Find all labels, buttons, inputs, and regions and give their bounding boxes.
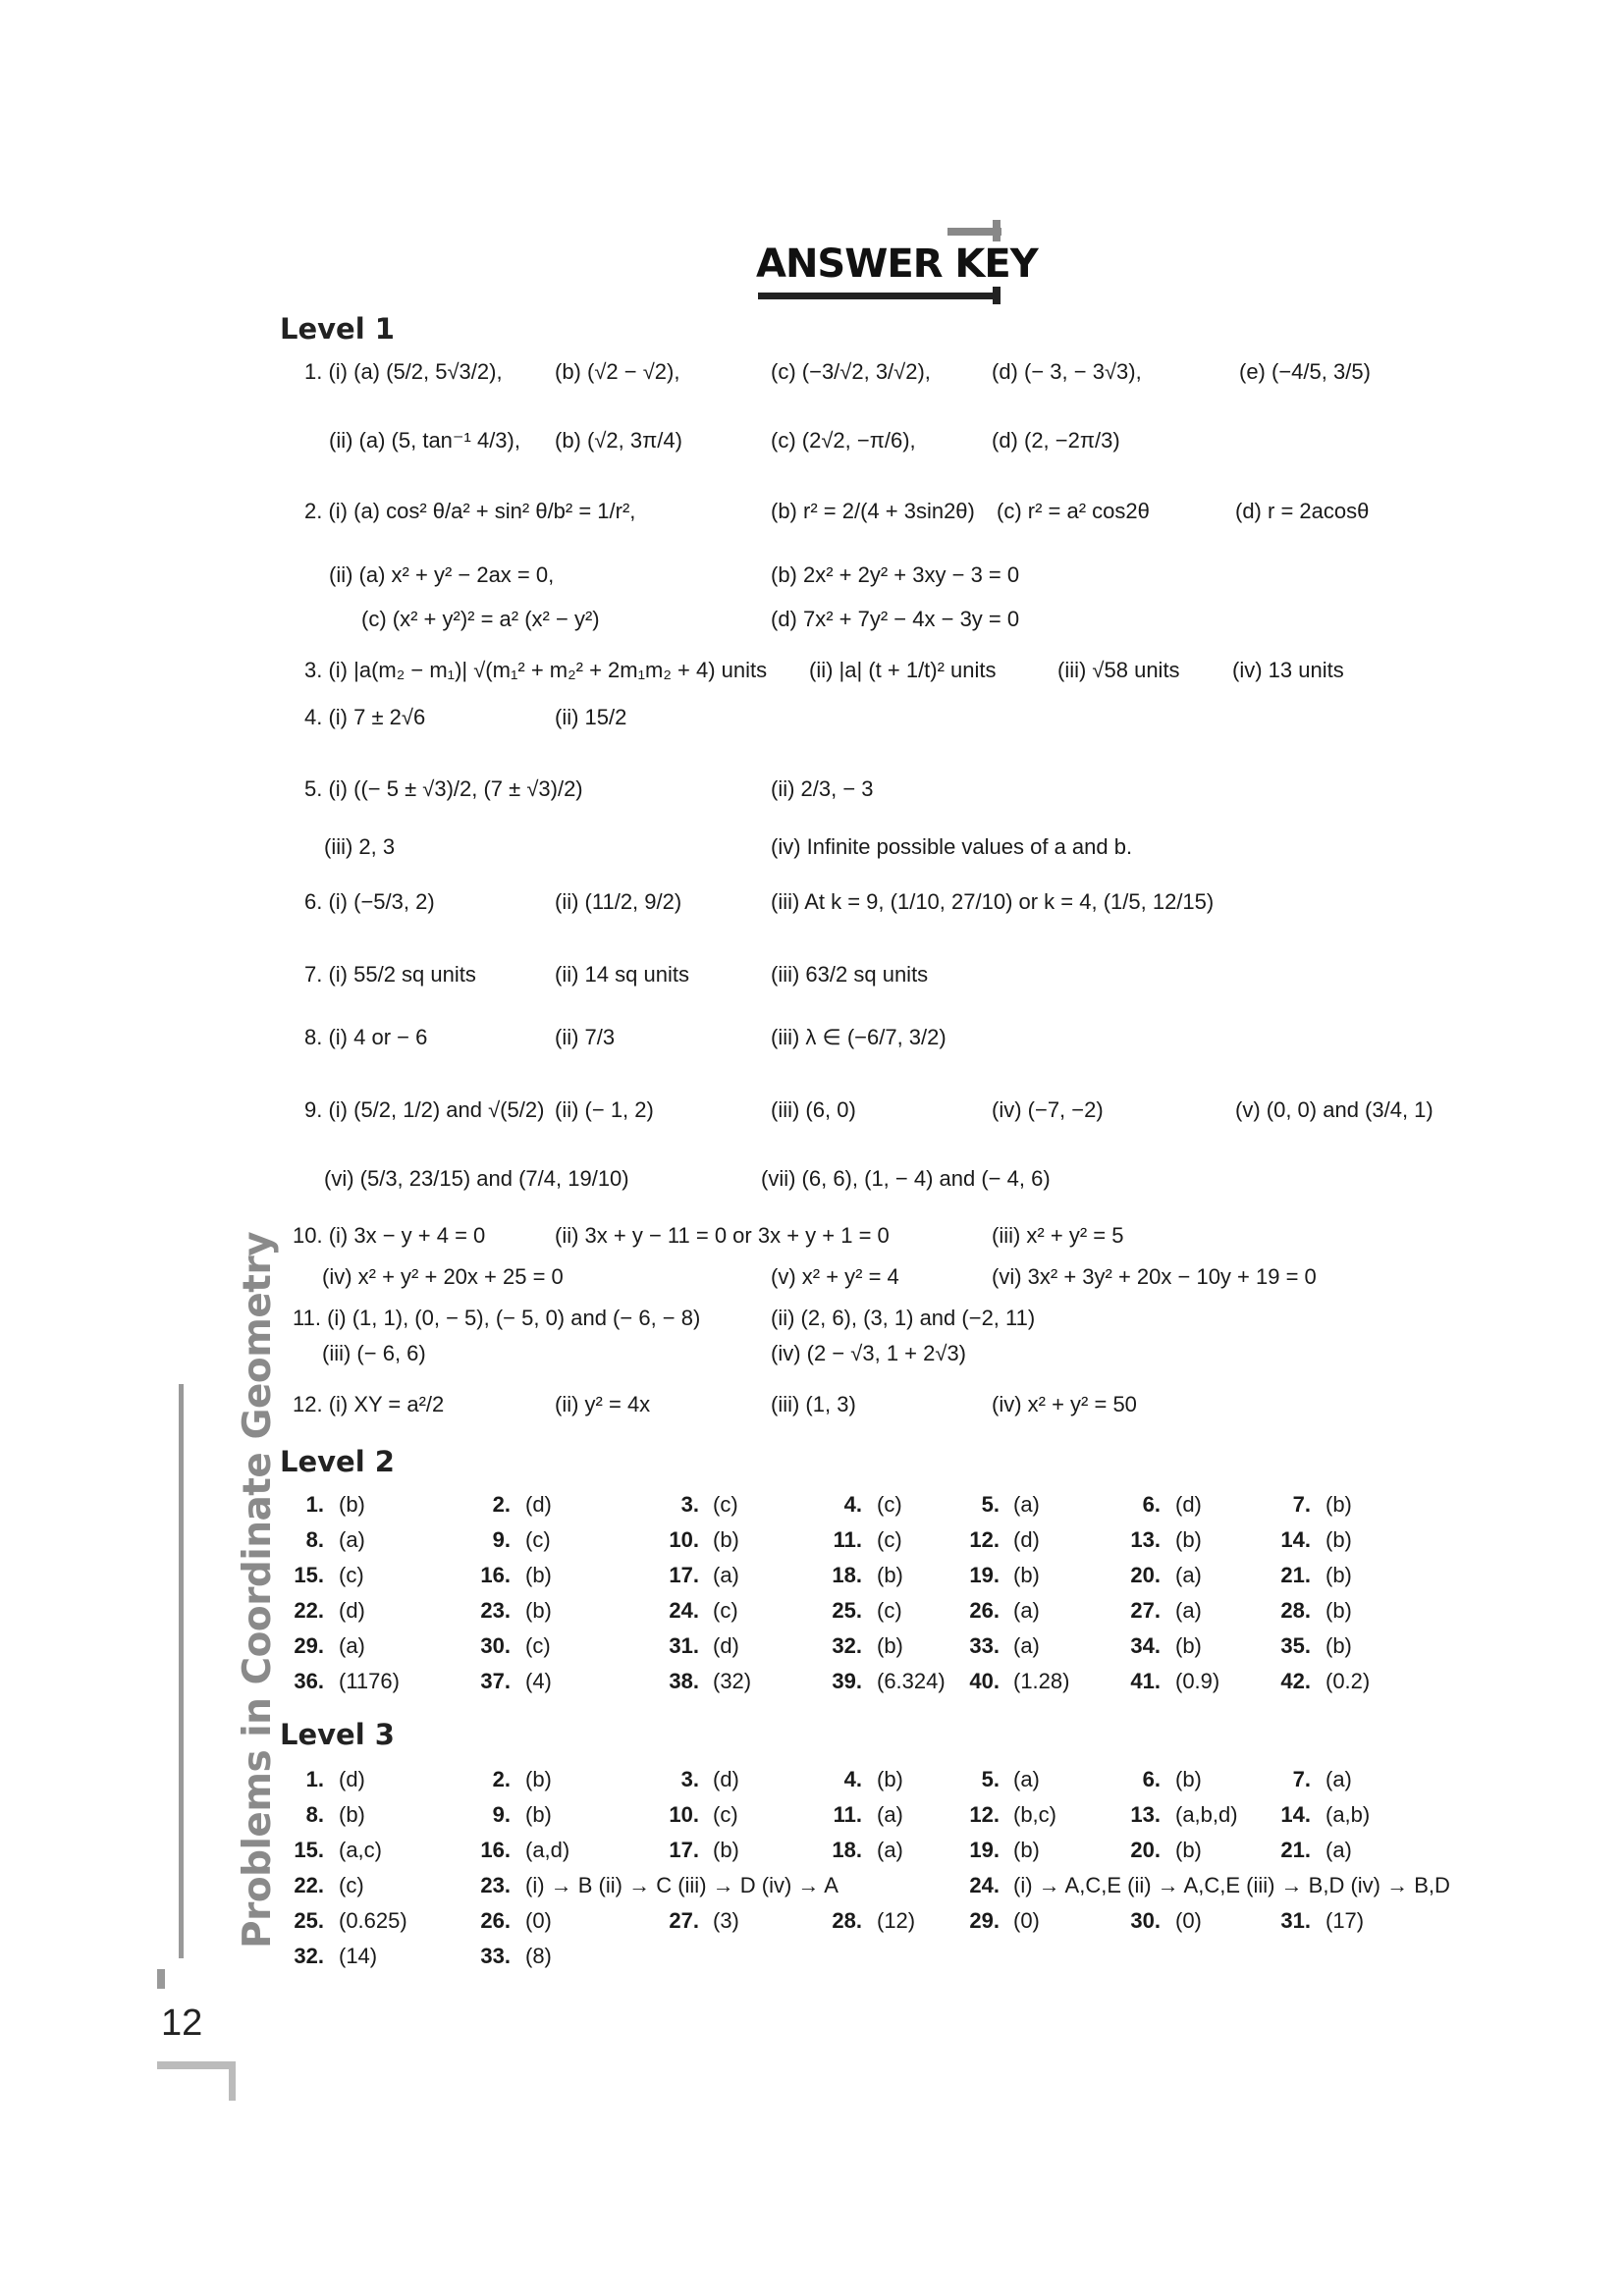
level3-answer-number: 19. [969, 1838, 1000, 1862]
level2-answer-value: (d) [713, 1633, 739, 1658]
level2-answer-number: 15. [294, 1563, 324, 1587]
level2-answer-number: 42. [1280, 1669, 1311, 1693]
level2-answer-value: (b) [1325, 1598, 1352, 1623]
level2-answer-value: (d) [339, 1598, 365, 1623]
level3-answer-number: 8. [305, 1802, 324, 1827]
level2-answer-value: (32) [713, 1669, 752, 1693]
answer-4-ii: (ii) 15/2 [555, 705, 627, 729]
level2-answer-number: 9. [492, 1527, 511, 1552]
level3-answer-number: 4. [843, 1767, 862, 1791]
answer-2-ii-b: (b) 2x² + 2y² + 3xy − 3 = 0 [771, 562, 1020, 587]
title-underline [758, 293, 994, 299]
answer-8-i: 8. (i) 4 or − 6 [304, 1025, 428, 1049]
level2-answer-value: (b) [1175, 1633, 1202, 1658]
level3-answer-value: (c) [713, 1802, 738, 1827]
level2-answer-number: 30. [480, 1633, 511, 1658]
level2-answer-number: 10. [669, 1527, 699, 1552]
answer-7-iii: (iii) 63/2 sq units [771, 962, 929, 987]
answer-1-i-e: (e) (−4/5, 3/5) [1239, 359, 1371, 384]
answer-12-iii: (iii) (1, 3) [771, 1392, 856, 1416]
level3-answer-number: 14. [1280, 1802, 1311, 1827]
level2-answer-value: (c) [713, 1598, 738, 1623]
level2-answer-number: 27. [1130, 1598, 1161, 1623]
level3-answer-number: 6. [1142, 1767, 1161, 1791]
side-rule [179, 1384, 184, 1958]
answer-6-i: 6. (i) (−5/3, 2) [304, 889, 435, 914]
level2-answer-number: 5. [981, 1492, 1000, 1517]
level3-answer-value: (0) [525, 1908, 552, 1933]
title-corner-decoration-right [993, 220, 1001, 241]
level2-answer-value: (d) [525, 1492, 552, 1517]
level2-answer-number: 14. [1280, 1527, 1311, 1552]
level3-answer-value: (a) [877, 1802, 903, 1827]
page-title: ANSWER KEY [756, 241, 1038, 287]
level3-heading: Level 3 [280, 1718, 395, 1751]
answer-10-i: 10. (i) 3x − y + 4 = 0 [293, 1223, 486, 1248]
answer-3-i: 3. (i) |a(m₂ − m₁)| √(m₁² + m₂² + 2m₁m₂ + 4) units [304, 658, 768, 682]
level3-answer-number: 2. [492, 1767, 511, 1791]
answer-10-vi: (vi) 3x² + 3y² + 20x − 10y + 19 = 0 [992, 1264, 1317, 1289]
level3-answer-number: 29. [969, 1908, 1000, 1933]
level3-answer-number: 11. [833, 1802, 862, 1827]
level3-answer-number: 3. [680, 1767, 699, 1791]
level2-answer-number: 12. [969, 1527, 1000, 1552]
answer-10-iv: (iv) x² + y² + 20x + 25 = 0 [322, 1264, 564, 1289]
level3-answer-value: (i) → A,C,E (ii) → A,C,E (iii) → B,D (iv) → B,D [1013, 1873, 1450, 1897]
level3-answer-number: 33. [480, 1944, 511, 1968]
answer-2-i-b: (b) r² = 2/(4 + 3sin2θ) [771, 499, 975, 523]
level2-answer-value: (0.9) [1175, 1669, 1220, 1693]
level3-answer-value: (a,b,d) [1175, 1802, 1238, 1827]
level3-answer-number: 31. [1280, 1908, 1311, 1933]
level3-answer-number: 22. [294, 1873, 324, 1897]
level2-answer-value: (1176) [339, 1669, 400, 1693]
level3-answer-number: 1. [305, 1767, 324, 1791]
answer-3-iv: (iv) 13 units [1232, 658, 1344, 682]
level2-answer-number: 4. [843, 1492, 862, 1517]
level3-answer-value: (b) [339, 1802, 365, 1827]
level2-answer-value: (c) [525, 1633, 551, 1658]
answer-11-i: 11. (i) (1, 1), (0, − 5), (− 5, 0) and (− 6, − 8) [293, 1306, 701, 1330]
level2-answer-number: 18. [832, 1563, 862, 1587]
answer-5-i: 5. (i) ((− 5 ± √3)/2, (7 ± √3)/2) [304, 776, 583, 801]
level2-answer-number: 35. [1280, 1633, 1311, 1658]
level3-answer-number: 17. [669, 1838, 699, 1862]
answer-12-ii: (ii) y² = 4x [555, 1392, 651, 1416]
level3-answer-value: (a,d) [525, 1838, 570, 1862]
answer-8-iii: (iii) λ ∈ (−6/7, 3/2) [771, 1025, 947, 1049]
level2-answer-value: (b) [1325, 1633, 1352, 1658]
answer-1-i-d: (d) (− 3, − 3√3), [992, 359, 1142, 384]
level3-answer-number: 25. [294, 1908, 324, 1933]
level2-answer-value: (b) [1325, 1563, 1352, 1587]
page-number-bracket-right [229, 2061, 236, 2101]
answer-2-i-c: (c) r² = a² cos2θ [997, 499, 1150, 523]
answer-10-v: (v) x² + y² = 4 [771, 1264, 899, 1289]
level3-answer-value: (14) [339, 1944, 378, 1968]
answer-9-vi: (vi) (5/3, 23/15) and (7/4, 19/10) [324, 1166, 629, 1191]
level2-answer-value: (b) [525, 1563, 552, 1587]
answer-1-ii-b: (b) (√2, 3π/4) [555, 428, 682, 453]
answer-1-ii-d: (d) (2, −2π/3) [992, 428, 1120, 453]
level2-answer-number: 40. [969, 1669, 1000, 1693]
level2-answer-number: 29. [294, 1633, 324, 1658]
level3-answer-number: 9. [492, 1802, 511, 1827]
level2-answer-value: (c) [877, 1598, 902, 1623]
level2-answer-value: (b) [1325, 1527, 1352, 1552]
level3-answer-value: (a,c) [339, 1838, 382, 1862]
level2-answer-number: 39. [832, 1669, 862, 1693]
level2-answer-number: 37. [480, 1669, 511, 1693]
level3-answer-value: (a) [1013, 1767, 1040, 1791]
title-block [756, 228, 1038, 306]
level2-answer-value: (b) [1325, 1492, 1352, 1517]
level3-answer-value: (i) → B (ii) → C (iii) → D (iv) → A [525, 1873, 839, 1897]
level2-answer-number: 34. [1130, 1633, 1161, 1658]
level2-answer-number: 1. [305, 1492, 324, 1517]
level3-answer-number: 18. [832, 1838, 862, 1862]
level3-answer-value: (a) [1325, 1838, 1352, 1862]
level2-answer-value: (b) [339, 1492, 365, 1517]
answer-10-ii: (ii) 3x + y − 11 = 0 or 3x + y + 1 = 0 [555, 1223, 890, 1248]
level2-answer-number: 23. [480, 1598, 511, 1623]
level2-answer-number: 24. [669, 1598, 699, 1623]
answer-9-i: 9. (i) (5/2, 1/2) and √(5/2) [304, 1097, 545, 1122]
answer-2-ii-d: (d) 7x² + 7y² − 4x − 3y = 0 [771, 607, 1020, 631]
level1-heading: Level 1 [280, 312, 395, 346]
answer-8-ii: (ii) 7/3 [555, 1025, 616, 1049]
answer-10-iii: (iii) x² + y² = 5 [992, 1223, 1124, 1248]
answer-2-ii-a: (ii) (a) x² + y² − 2ax = 0, [329, 562, 555, 587]
level3-answer-number: 30. [1130, 1908, 1161, 1933]
level3-answer-value: (b) [525, 1802, 552, 1827]
level3-answer-number: 28. [832, 1908, 862, 1933]
level3-answer-number: 23. [480, 1873, 511, 1897]
level2-answer-number: 32. [832, 1633, 862, 1658]
level3-answer-value: (a) [1325, 1767, 1352, 1791]
level3-answer-value: (d) [339, 1767, 365, 1791]
answer-9-iv: (iv) (−7, −2) [992, 1097, 1104, 1122]
answer-7-ii: (ii) 14 sq units [555, 962, 689, 987]
level2-answer-value: (4) [525, 1669, 552, 1693]
level2-answer-value: (a) [1175, 1563, 1202, 1587]
level3-answer-value: (3) [713, 1908, 739, 1933]
level2-answer-number: 8. [305, 1527, 324, 1552]
level3-answer-value: (a) [877, 1838, 903, 1862]
answer-2-i-a: 2. (i) (a) cos² θ/a² + sin² θ/b² = 1/r², [304, 499, 636, 523]
level3-answer-value: (8) [525, 1944, 552, 1968]
level3-answer-number: 20. [1130, 1838, 1161, 1862]
level3-answer-value: (b) [1175, 1767, 1202, 1791]
page-number: 12 [161, 2002, 203, 2044]
answer-9-vii: (vii) (6, 6), (1, − 4) and (− 4, 6) [761, 1166, 1051, 1191]
level2-answer-number: 33. [969, 1633, 1000, 1658]
level2-answer-value: (c) [877, 1527, 902, 1552]
level2-heading: Level 2 [280, 1445, 395, 1478]
level2-answer-value: (1.28) [1013, 1669, 1070, 1693]
level2-answer-number: 25. [832, 1598, 862, 1623]
answer-3-ii: (ii) |a| (t + 1/t)² units [809, 658, 997, 682]
level2-answer-number: 17. [669, 1563, 699, 1587]
answer-1-i-a: 1. (i) (a) (5/2, 5√3/2), [304, 359, 503, 384]
answer-1-ii-a: (ii) (a) (5, tan⁻¹ 4/3), [329, 428, 520, 453]
level3-answer-value: (a,b) [1325, 1802, 1371, 1827]
level3-answer-value: (b,c) [1013, 1802, 1056, 1827]
level2-answer-value: (b) [1013, 1563, 1040, 1587]
level3-answer-number: 13. [1130, 1802, 1161, 1827]
level3-answer-value: (b) [1013, 1838, 1040, 1862]
level2-answer-number: 16. [480, 1563, 511, 1587]
level2-answer-value: (b) [1175, 1527, 1202, 1552]
level2-answer-value: (b) [877, 1633, 903, 1658]
answer-6-ii: (ii) (11/2, 9/2) [555, 889, 682, 914]
level2-answer-number: 26. [969, 1598, 1000, 1623]
level2-answer-value: (d) [1013, 1527, 1040, 1552]
level2-answer-number: 3. [680, 1492, 699, 1517]
level3-answer-number: 24. [969, 1873, 1000, 1897]
level3-answer-value: (17) [1325, 1908, 1365, 1933]
level2-answer-number: 41. [1130, 1669, 1161, 1693]
level3-answer-number: 5. [981, 1767, 1000, 1791]
answer-11-iv: (iv) (2 − √3, 1 + 2√3) [771, 1341, 966, 1365]
answer-7-i: 7. (i) 55/2 sq units [304, 962, 476, 987]
page-number-bracket-bottom [157, 2061, 236, 2069]
level3-answer-value: (d) [713, 1767, 739, 1791]
level2-answer-number: 6. [1142, 1492, 1161, 1517]
level3-answer-number: 10. [669, 1802, 699, 1827]
level3-answer-value: (12) [877, 1908, 916, 1933]
level2-answer-number: 2. [492, 1492, 511, 1517]
level2-answer-value: (a) [1013, 1633, 1040, 1658]
answer-9-iii: (iii) (6, 0) [771, 1097, 856, 1122]
answer-2-i-d: (d) r = 2acosθ [1235, 499, 1370, 523]
answer-2-ii-c: (c) (x² + y²)² = a² (x² − y²) [361, 607, 600, 631]
answer-6-iii: (iii) At k = 9, (1/10, 27/10) or k = 4, (1/5, 12/15) [771, 889, 1215, 914]
level2-answer-number: 11. [833, 1527, 862, 1552]
answer-3-iii: (iii) √58 units [1057, 658, 1180, 682]
level2-answer-value: (c) [713, 1492, 738, 1517]
level2-answer-number: 31. [669, 1633, 699, 1658]
level3-answer-number: 16. [480, 1838, 511, 1862]
level2-answer-value: (a) [1175, 1598, 1202, 1623]
level2-answer-value: (a) [713, 1563, 739, 1587]
level3-answer-value: (b) [877, 1767, 903, 1791]
level2-answer-value: (a) [1013, 1492, 1040, 1517]
answer-11-iii: (iii) (− 6, 6) [322, 1341, 426, 1365]
answer-1-i-b: (b) (√2 − √2), [555, 359, 680, 384]
level2-answer-value: (0.2) [1325, 1669, 1371, 1693]
level3-answer-value: (b) [713, 1838, 739, 1862]
level3-answer-number: 32. [294, 1944, 324, 1968]
title-corner-decoration-bottom [993, 287, 1001, 304]
answer-12-i: 12. (i) XY = a²/2 [293, 1392, 445, 1416]
level3-answer-value: (0.625) [339, 1908, 407, 1933]
level3-answer-number: 21. [1280, 1838, 1311, 1862]
level2-answer-number: 21. [1280, 1563, 1311, 1587]
answer-4-i: 4. (i) 7 ± 2√6 [304, 705, 426, 729]
level2-answer-value: (b) [525, 1598, 552, 1623]
level3-answer-number: 15. [294, 1838, 324, 1862]
level2-answer-number: 36. [294, 1669, 324, 1693]
level3-answer-value: (b) [1175, 1838, 1202, 1862]
level2-answer-value: (d) [1175, 1492, 1202, 1517]
level2-answer-number: 38. [669, 1669, 699, 1693]
level3-answer-number: 12. [969, 1802, 1000, 1827]
side-label: Problems in Coordinate Geometry [236, 1231, 280, 1949]
level3-answer-value: (b) [525, 1767, 552, 1791]
answer-5-iv: (iv) Infinite possible values of a and b. [771, 834, 1133, 859]
answer-5-iii: (iii) 2, 3 [324, 834, 396, 859]
level2-answer-number: 22. [294, 1598, 324, 1623]
level2-answer-value: (a) [1013, 1598, 1040, 1623]
level2-answer-value: (b) [713, 1527, 739, 1552]
answer-1-ii-c: (c) (2√2, −π/6), [771, 428, 916, 453]
level2-answer-value: (c) [877, 1492, 902, 1517]
level2-answer-number: 19. [969, 1563, 1000, 1587]
level3-answer-number: 27. [669, 1908, 699, 1933]
level2-answer-number: 13. [1130, 1527, 1161, 1552]
level2-answer-value: (c) [339, 1563, 364, 1587]
level3-answer-value: (0) [1013, 1908, 1040, 1933]
level2-answer-value: (a) [339, 1633, 365, 1658]
level3-answer-value: (c) [339, 1873, 364, 1897]
level2-answer-number: 20. [1130, 1563, 1161, 1587]
page-number-bracket [157, 1969, 165, 1989]
level3-answer-value: (0) [1175, 1908, 1202, 1933]
level2-answer-value: (b) [877, 1563, 903, 1587]
level2-answer-value: (a) [339, 1527, 365, 1552]
level3-answer-number: 7. [1292, 1767, 1311, 1791]
level2-answer-value: (6.324) [877, 1669, 946, 1693]
level2-answer-value: (c) [525, 1527, 551, 1552]
level2-answer-number: 7. [1292, 1492, 1311, 1517]
answer-5-ii: (ii) 2/3, − 3 [771, 776, 874, 801]
answer-1-i-c: (c) (−3/√2, 3/√2), [771, 359, 931, 384]
answer-9-v: (v) (0, 0) and (3/4, 1) [1235, 1097, 1434, 1122]
answer-11-ii: (ii) (2, 6), (3, 1) and (−2, 11) [771, 1306, 1036, 1330]
level3-answer-number: 26. [480, 1908, 511, 1933]
answer-9-ii: (ii) (− 1, 2) [555, 1097, 654, 1122]
level2-answer-number: 28. [1280, 1598, 1311, 1623]
answer-12-iv: (iv) x² + y² = 50 [992, 1392, 1137, 1416]
